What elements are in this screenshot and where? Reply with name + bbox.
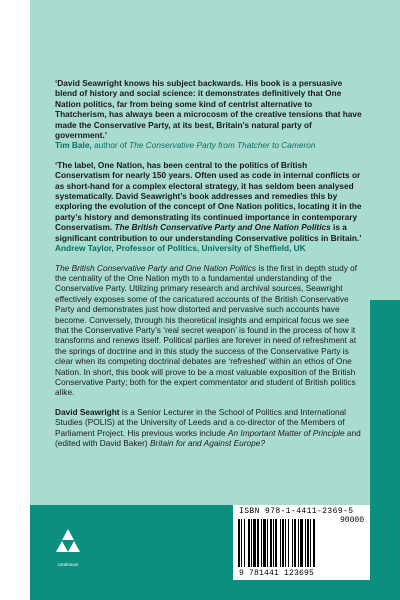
back-cover-text — [55, 78, 363, 448]
bio-text-1: is a Senior Lecturer in the School of Politics and International Studies (POLIS) at the University of Leeds and a co-director of the Members of Parliament Project. His previous works include — [55, 406, 347, 438]
endorsement-quote-2-part2: is a significant contribution to our understanding Conservative politics in Britain.’ — [55, 222, 362, 243]
barcode-panel — [233, 505, 370, 580]
publisher-name: continuum — [57, 562, 79, 567]
endorser-name-1: Tim Bale, — [55, 140, 92, 151]
endorsement-quote-2 — [55, 160, 363, 243]
author-name: David Seawright — [55, 406, 120, 417]
bio-work-1: An Important Matter of Principle — [227, 427, 345, 438]
endorsement-attribution-1 — [55, 140, 363, 150]
description-body: is the first in depth study of the centrality of the One Nation myth to a fundamental understanding of the Conservative Party. Utilizing primary research and archival sources, Seawright effectively exposes some of the caricatured accounts of the British Conservative Party and demonstrates just how distorted and pervasive such accounts have become. Conversely, through his theoretical insights and empirical focus we see that the Conservative Party’s ‘real secret weapon’ is found in the process of how it transforms and renews itself. Political parties are forever in need of refreshment at the springs of doctrine and in this study the success of the Conservative Party is clear when its competing doctrinal debates are ‘refreshed’ within an ethos of One Nation. In short, this book will prove to be a most valuable exposition of the British Conservative Party; both for the expert commentator and student of British politics alike. — [55, 262, 358, 398]
price-code: 90000 — [339, 516, 364, 525]
endorsement-quote-2-part1: ‘The label, One Nation, has been central to the politics of British Conservatism for nearly 150 years. Often used as code in internal conflicts or as short-hand for a complex electoral strategy, it has seldom been analysed systematically. David Seawright’s book addresses and remedies this by exploring the evolution of the concept of One Nation politics, locating it in the party’s history and demonstrating its continued importance in contemporary Conservatism. — [55, 159, 362, 233]
endorser-book-title-1: The Conservative Party from Thatcher to Cameron — [129, 140, 316, 151]
barcode-icon — [237, 519, 335, 569]
publisher-logo-icon — [56, 528, 80, 558]
barcode-digits: 9 781441 123695 — [239, 569, 315, 578]
endorsement-quote-1: ‘David Seawright knows his subject backwards. His book is a persuasive blend of history and social science: it demonstrates definitively that One Nation politics, far from being some kind of centrist alternative to Thatcherism, has always been a microcosm of the creative tensions that have made the Conservative Party, at its best, Britain’s natural party of government.’ — [55, 78, 362, 141]
author-bio — [55, 407, 363, 449]
teal-side-band — [370, 300, 400, 540]
endorsement-quote-2-book-title: The British Conservative Party and One Nation Politics — [114, 222, 331, 233]
description-book-title: The British Conservative Party and One Nation Politics — [55, 262, 257, 273]
bio-text-2: and (edited with David Baker) — [55, 427, 361, 448]
endorsement-attribution-2: Andrew Taylor, Professor of Politics, University of Sheffield, UK — [55, 243, 306, 254]
isbn-label: ISBN 978-1-4411-2369-5 — [239, 507, 354, 516]
bio-work-2: Britain for and Against Europe? — [150, 438, 266, 448]
endorser-detail-prefix-1: author of — [94, 140, 127, 151]
book-description — [55, 263, 363, 398]
